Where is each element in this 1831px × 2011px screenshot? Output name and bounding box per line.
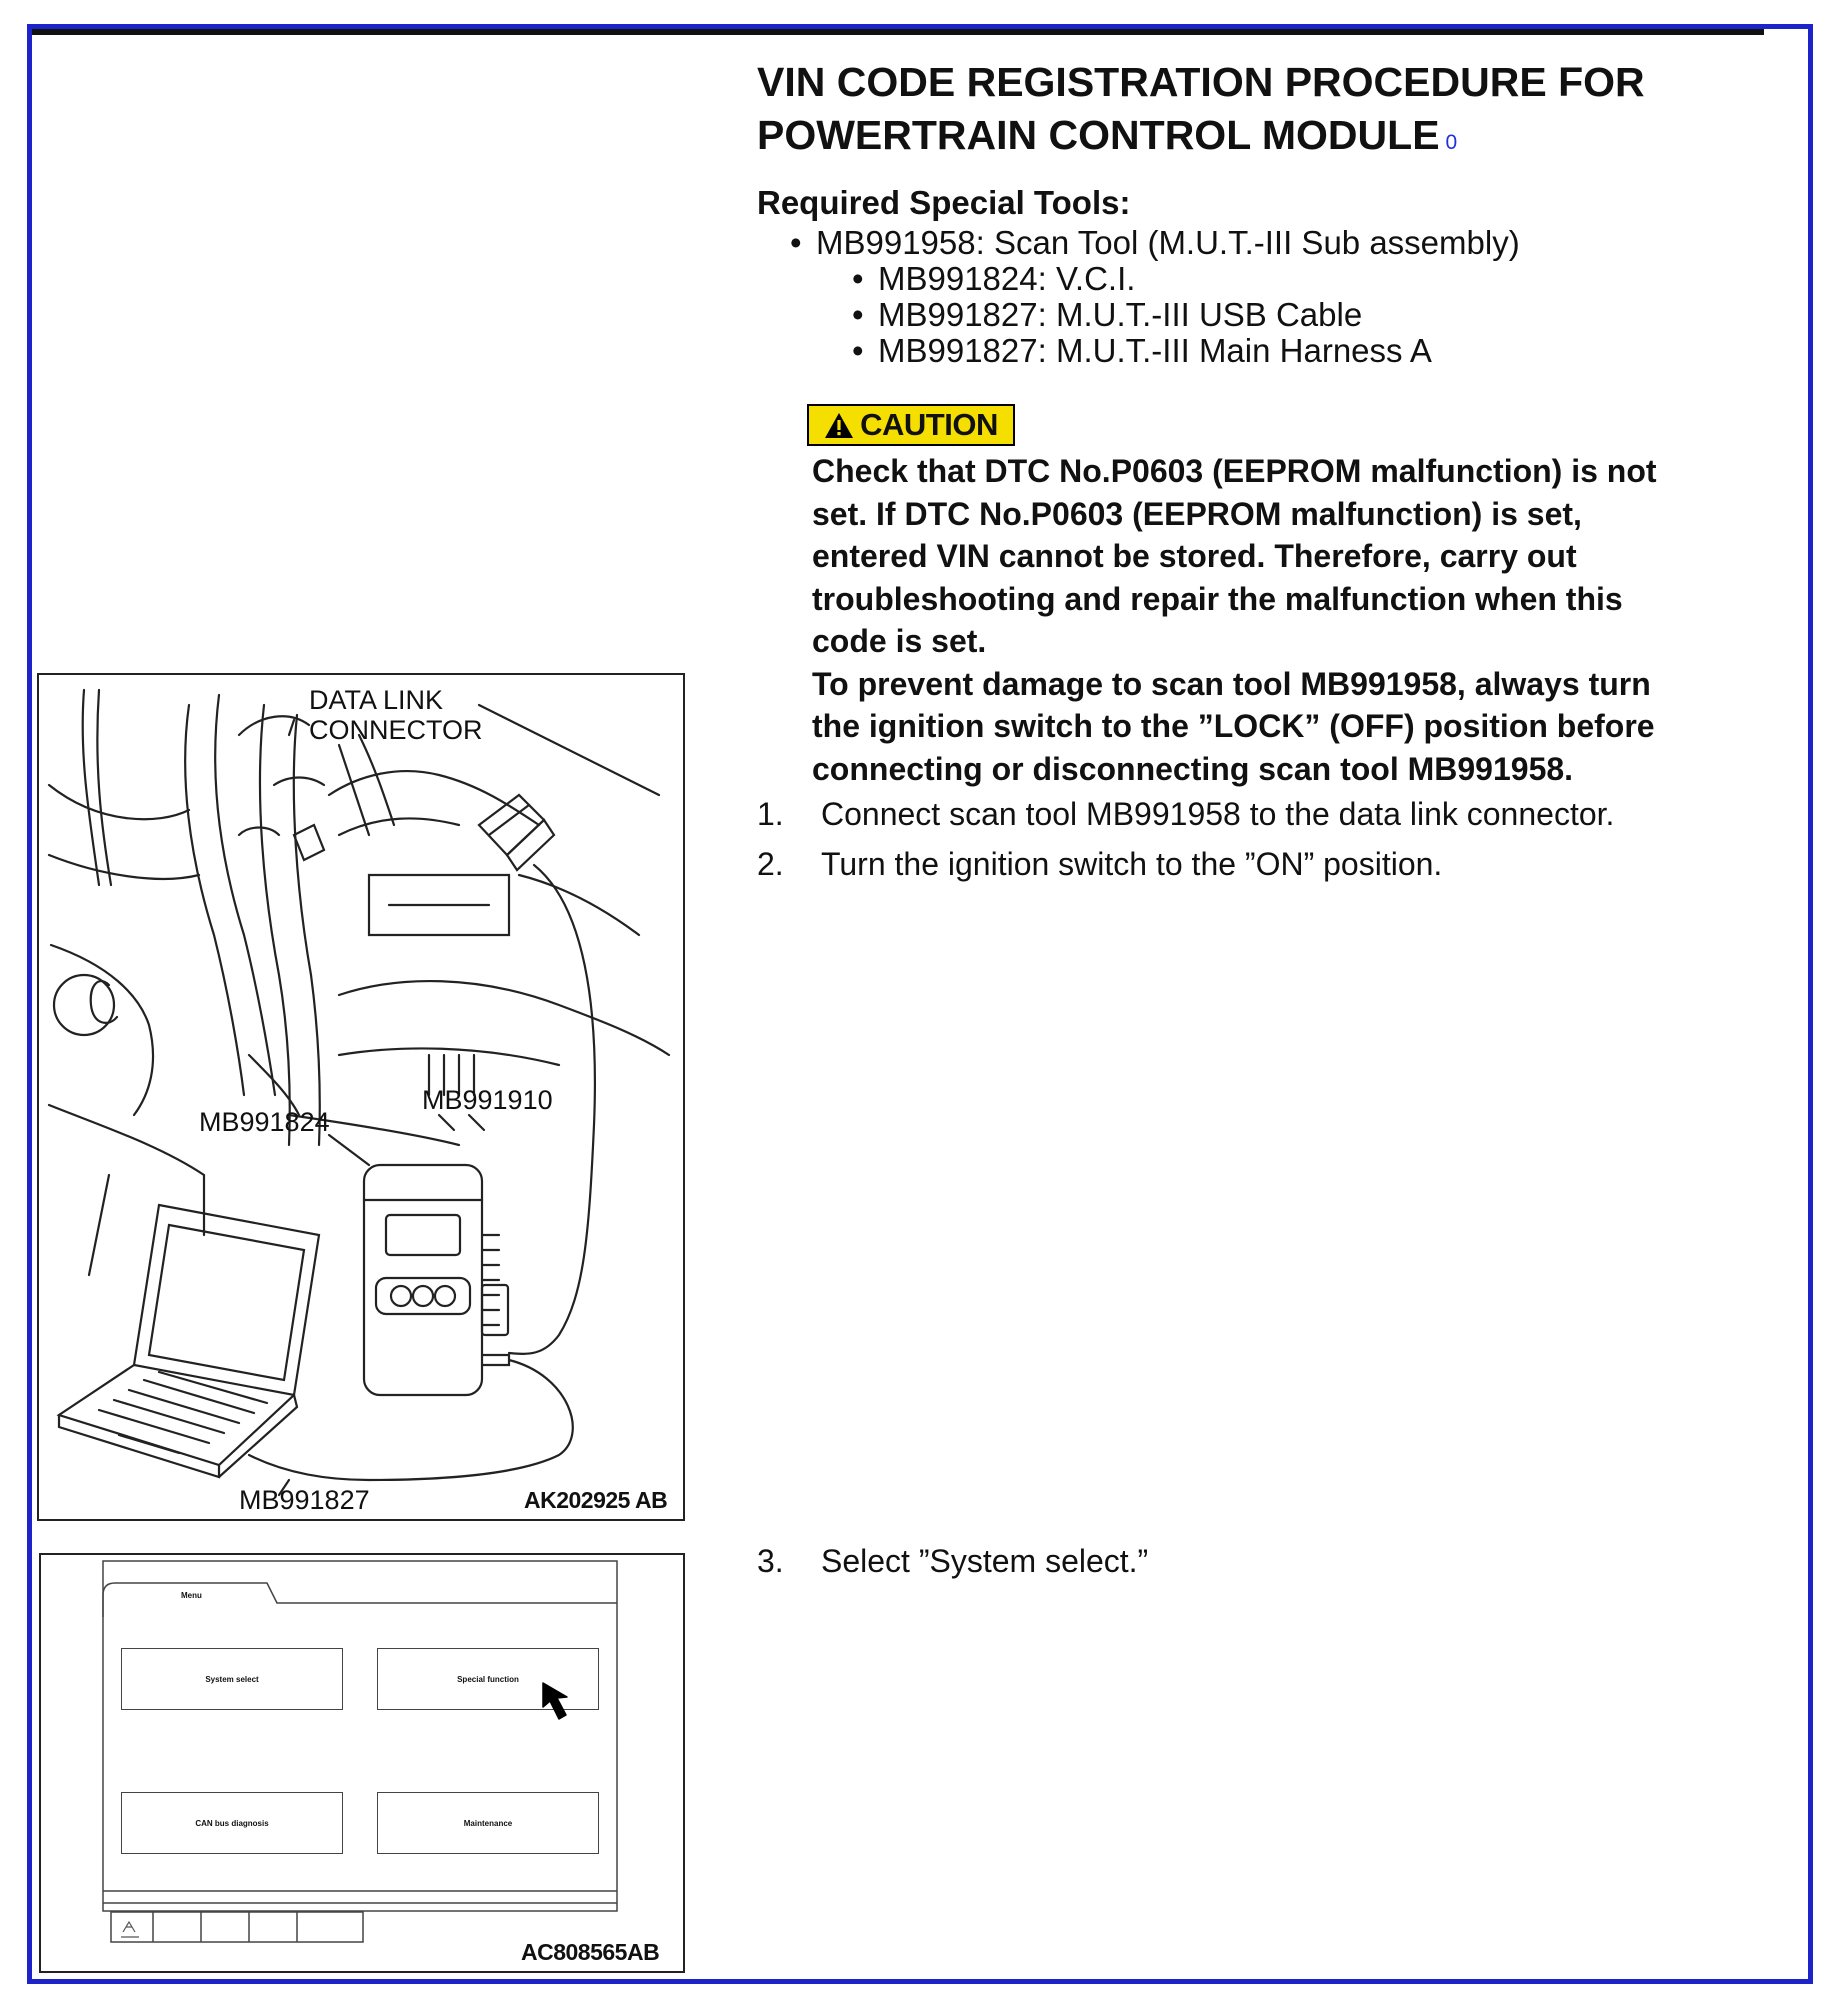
special-function-label: Special function xyxy=(457,1674,519,1684)
figure-id: AC808565AB xyxy=(521,1939,660,1965)
warning-triangle-icon xyxy=(824,412,854,439)
step-3 xyxy=(757,1541,1148,1581)
caution-line: code is set. xyxy=(812,623,987,659)
step-1 xyxy=(757,794,1614,834)
tool-main-label: MB991958: Scan Tool (M.U.T.-III Sub assembly) xyxy=(816,224,1520,261)
maintenance-button[interactable] xyxy=(377,1792,599,1854)
header-rule xyxy=(32,29,1764,35)
title-line-2: POWERTRAIN CONTROL MODULE xyxy=(757,112,1440,158)
mouse-cursor-arrow-icon xyxy=(541,1681,581,1725)
caution-line: entered VIN cannot be stored. Therefore, carry out xyxy=(812,538,1577,574)
title-footnote-mark[interactable]: 0 xyxy=(1445,131,1458,154)
figure-id: AK202925 AB xyxy=(524,1487,668,1513)
step-number: 3. xyxy=(757,1543,784,1579)
caution-line: connecting or disconnecting scan tool MB991958. xyxy=(812,750,1574,787)
sub-tools-list xyxy=(816,261,1520,369)
caution-badge xyxy=(807,404,1015,446)
connection-figure xyxy=(37,673,685,1521)
connector-label-line-2: CONNECTOR xyxy=(309,715,483,745)
sub-tool-item: • MB991827: M.U.T.-III Main Harness A xyxy=(852,333,1520,369)
harness-callout: MB991910 xyxy=(422,1085,553,1115)
system-select-button[interactable] xyxy=(121,1648,343,1710)
sub-tool-item: • MB991827: M.U.T.-III USB Cable xyxy=(852,297,1520,333)
caution-label: CAUTION xyxy=(860,407,998,442)
step-text: Connect scan tool MB991958 to the data link connector. xyxy=(821,796,1615,832)
caution-line: troubleshooting and repair the malfunction when this xyxy=(812,580,1623,617)
title-line-1: VIN CODE REGISTRATION PROCEDURE FOR xyxy=(757,59,1645,105)
laptop-vci-connection-illustration xyxy=(39,675,683,1519)
required-tools-heading: Required Special Tools: xyxy=(757,184,1131,221)
step-2 xyxy=(757,844,1442,884)
sub-tool-item: • MB991824: V.C.I. xyxy=(852,261,1520,297)
step-number: 2. xyxy=(757,846,784,882)
menu-screen-outline xyxy=(41,1555,683,1971)
caution-line: Check that DTC No.P0603 (EEPROM malfunction) is not xyxy=(812,453,1657,489)
menu-screen-figure xyxy=(39,1553,685,1973)
connector-label-line-1: DATA LINK xyxy=(309,685,444,715)
step-text: Turn the ignition switch to the ”ON” position. xyxy=(821,846,1443,882)
caution-line: To prevent damage to scan tool MB991958, always turn xyxy=(812,665,1651,702)
vci-callout: MB991824 xyxy=(199,1107,330,1137)
connector-callout xyxy=(309,685,483,745)
page-title xyxy=(757,56,1757,169)
caution-line: set. If DTC No.P0603 (EEPROM malfunction) is set, xyxy=(812,495,1582,532)
required-tools-list xyxy=(790,225,1520,369)
system-select-label: System select xyxy=(205,1674,259,1684)
caution-text xyxy=(812,450,1782,790)
cable-callout: MB991827 xyxy=(239,1485,370,1515)
can-bus-diagnosis-button[interactable] xyxy=(121,1792,343,1854)
can-bus-diagnosis-label: CAN bus diagnosis xyxy=(195,1818,269,1828)
caution-line: the ignition switch to the ”LOCK” (OFF) position before xyxy=(812,708,1655,744)
step-text: Select ”System select.” xyxy=(821,1543,1149,1579)
maintenance-label: Maintenance xyxy=(463,1818,513,1828)
step-number: 1. xyxy=(757,796,784,832)
tool-item xyxy=(790,225,1520,369)
menu-tab[interactable]: Menu xyxy=(181,1591,202,1600)
